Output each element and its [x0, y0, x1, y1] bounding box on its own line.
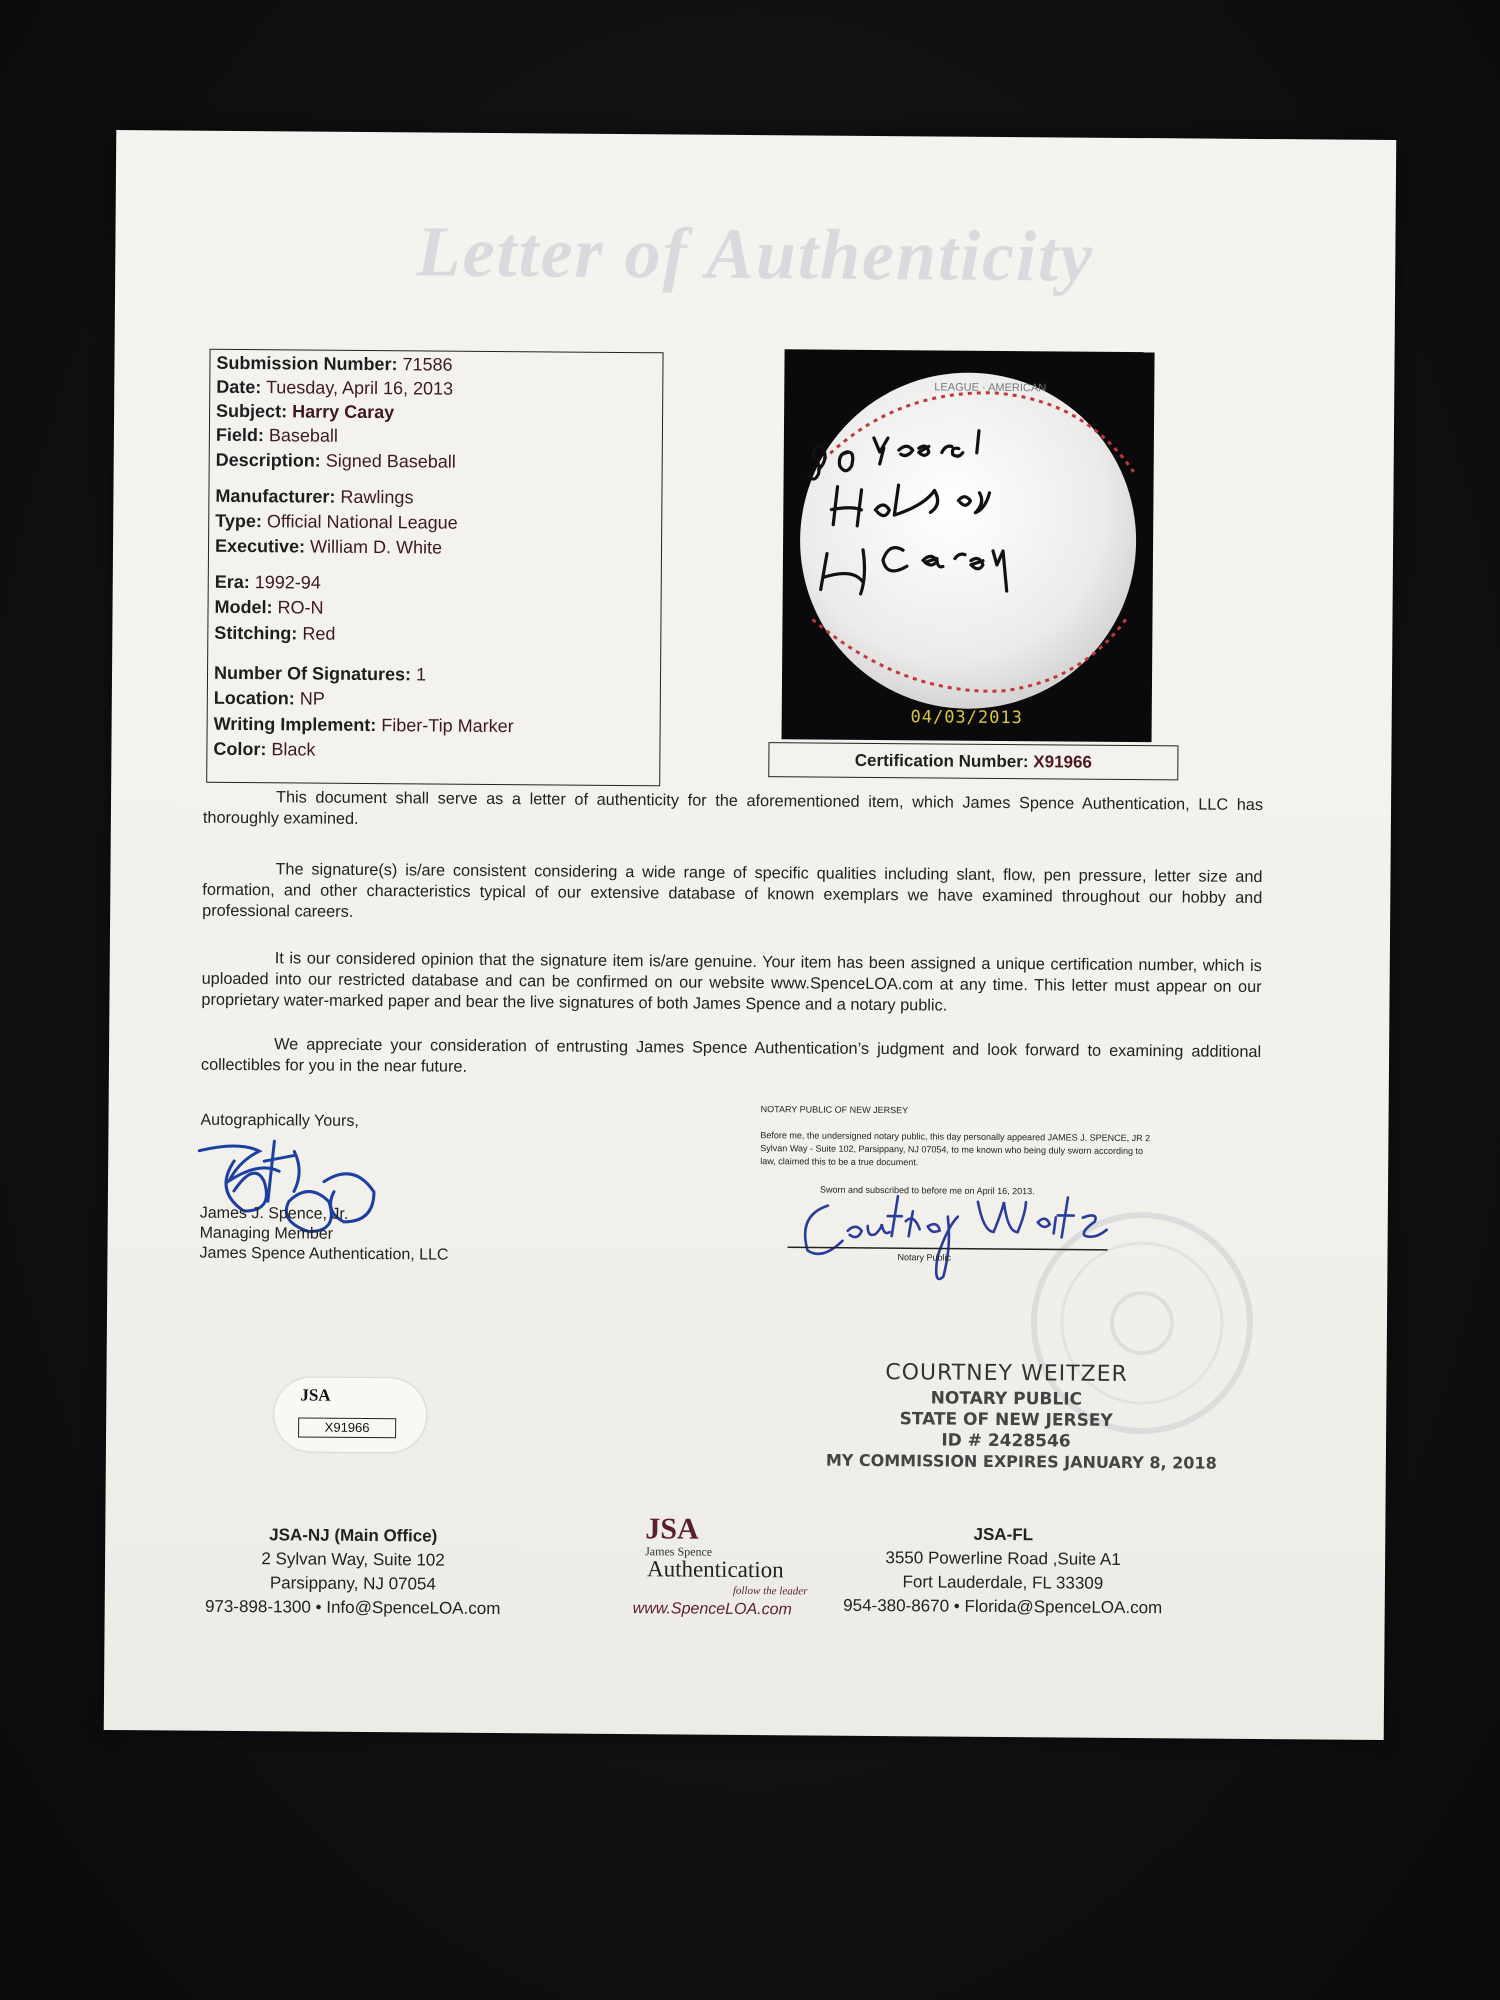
- logo-url: www.SpenceLOA.com: [632, 1600, 792, 1619]
- footer-nj-email: Info@SpenceLOA.com: [326, 1597, 501, 1619]
- baseball-image: [782, 349, 1155, 742]
- footer-fl-line2: Fort Lauderdale, FL 33309: [902, 1572, 1104, 1593]
- footer-fl-office: [843, 1522, 1164, 1621]
- certification-number-box: [768, 742, 1178, 780]
- footer-nj-line1: 2 Sylvan Way, Suite 102: [261, 1549, 445, 1570]
- notary-sworn-line: Sworn and subscribed to before me on April 16, 2013.: [819, 1184, 1035, 1197]
- info-date: Date: Tuesday, April 16, 2013: [216, 376, 454, 399]
- certification-value: X91966: [1033, 752, 1093, 772]
- footer-fl-heading: JSA-FL: [973, 1524, 1034, 1545]
- info-location: Location: NP: [213, 687, 325, 709]
- notary-heading: NOTARY PUBLIC OF NEW JERSEY: [760, 1104, 909, 1116]
- info-executive: Executive: William D. White: [214, 535, 443, 558]
- signer-title: Managing Member: [199, 1224, 334, 1243]
- svg-text:LEAGUE · AMERICAN: LEAGUE · AMERICAN: [934, 381, 1047, 395]
- info-subject: Subject: Harry Caray: [216, 400, 395, 423]
- photo-date-stamp: 04/03/2013: [910, 707, 1023, 729]
- footer-fl-line1: 3550 Powerline Road ,Suite A1: [885, 1548, 1121, 1569]
- notary-statement: Before me, the undersigned notary public, this day personally appeared JAMES J. SPENCE, JR 2 Sylvan Way - Suite 102, Parsippany, NJ 07054, to me known who being duly sworn according to law, claimed this to be a true document.: [760, 1130, 1151, 1168]
- body-paragraph-3: It is our considered opinion that the signature item is/are genuine. Your item has been assigned a unique certification number, which is uploaded into our restricted database and can be confirmed on our website www.SpenceLOA.com at any time. This letter must appear on our proprietary water-marked paper and bear the live signatures of both James Spence and a notary public.: [201, 949, 1262, 1015]
- footer-fl-bullet: •: [953, 1596, 960, 1616]
- logo-sub: James Spence: [645, 1544, 713, 1559]
- sticker-number: X91966: [298, 1417, 396, 1438]
- notary-signature: [787, 1185, 1148, 1308]
- page-title: Letter of Authenticity: [416, 211, 1095, 297]
- certification-label: Certification Number:: [854, 750, 1029, 772]
- stamp-title: NOTARY PUBLIC: [930, 1388, 1083, 1410]
- body-paragraph-4: We appreciate your consideration of entrusting James Spence Authentication’s judgment and look forward to examining additional collectibles for you in the near future.: [200, 1035, 1262, 1076]
- footer-nj-office: [203, 1523, 504, 1621]
- signer-company: James Spence Authentication, LLC: [199, 1244, 449, 1264]
- info-description: Description: Signed Baseball: [215, 449, 456, 472]
- info-submission-number: Submission Number: 71586: [216, 352, 453, 375]
- info-era: Era: 1992-94: [214, 571, 321, 593]
- notary-signature-caption: Notary Public: [897, 1252, 952, 1263]
- footer-nj-heading: JSA-NJ (Main Office): [269, 1525, 438, 1546]
- info-manufacturer: Manufacturer: Rawlings: [215, 485, 414, 508]
- signer-name: James J. Spence, Jr.: [199, 1204, 349, 1223]
- sticker-brand: JSA: [300, 1385, 331, 1405]
- notary-stamp: [825, 1360, 1217, 1473]
- logo-brand: JSA: [645, 1512, 699, 1546]
- info-model: Model: RO-N: [214, 596, 324, 618]
- info-writing-implement: Writing Implement: Fiber-Tip Marker: [213, 713, 514, 737]
- footer-fl-phone: 954-380-8670: [843, 1595, 950, 1616]
- footer-fl-email: Florida@SpenceLOA.com: [964, 1596, 1163, 1618]
- info-stitching: Stitching: Red: [214, 622, 336, 644]
- stamp-expires: MY COMMISSION EXPIRES JANUARY 8, 2018: [825, 1450, 1217, 1473]
- info-field: Field: Baseball: [215, 424, 339, 446]
- footer-nj-bullet: •: [315, 1597, 322, 1617]
- letter-page: [104, 130, 1397, 1740]
- logo-tagline: follow the leader: [732, 1584, 808, 1598]
- stamp-state: STATE OF NEW JERSEY: [899, 1409, 1113, 1431]
- footer-jsa-logo: [615, 1512, 826, 1624]
- stamp-name: COURTNEY WEITZER: [885, 1360, 1128, 1387]
- baseball-photo: [782, 349, 1155, 742]
- jsa-hologram-sticker: [274, 1377, 427, 1452]
- footer-nj-phone: 973-898-1300: [204, 1596, 311, 1617]
- info-type: Type: Official National League: [215, 510, 458, 533]
- body-paragraph-2: The signature(s) is/are consistent considering a wide range of specific qualities including slant, flow, pen pressure, letter size and formation, and other characteristics typical of our extensive database of known exemplars we have examined throughout our hobby and professional careers.: [202, 860, 1263, 921]
- body-paragraph-1: This document shall serve as a letter of authenticity for the aforementioned item, which James Spence Authentication, LLC has thoroughly examined.: [202, 788, 1264, 828]
- item-info-box: [206, 349, 663, 787]
- stamp-id: ID # 2428546: [941, 1430, 1071, 1452]
- closing-text: Autographically Yours,: [200, 1111, 359, 1130]
- info-number-of-signatures: Number Of Signatures: 1: [213, 662, 427, 685]
- logo-word: Authentication: [646, 1556, 784, 1583]
- info-color: Color: Black: [213, 738, 316, 760]
- footer-nj-line2: Parsippany, NJ 07054: [269, 1573, 436, 1594]
